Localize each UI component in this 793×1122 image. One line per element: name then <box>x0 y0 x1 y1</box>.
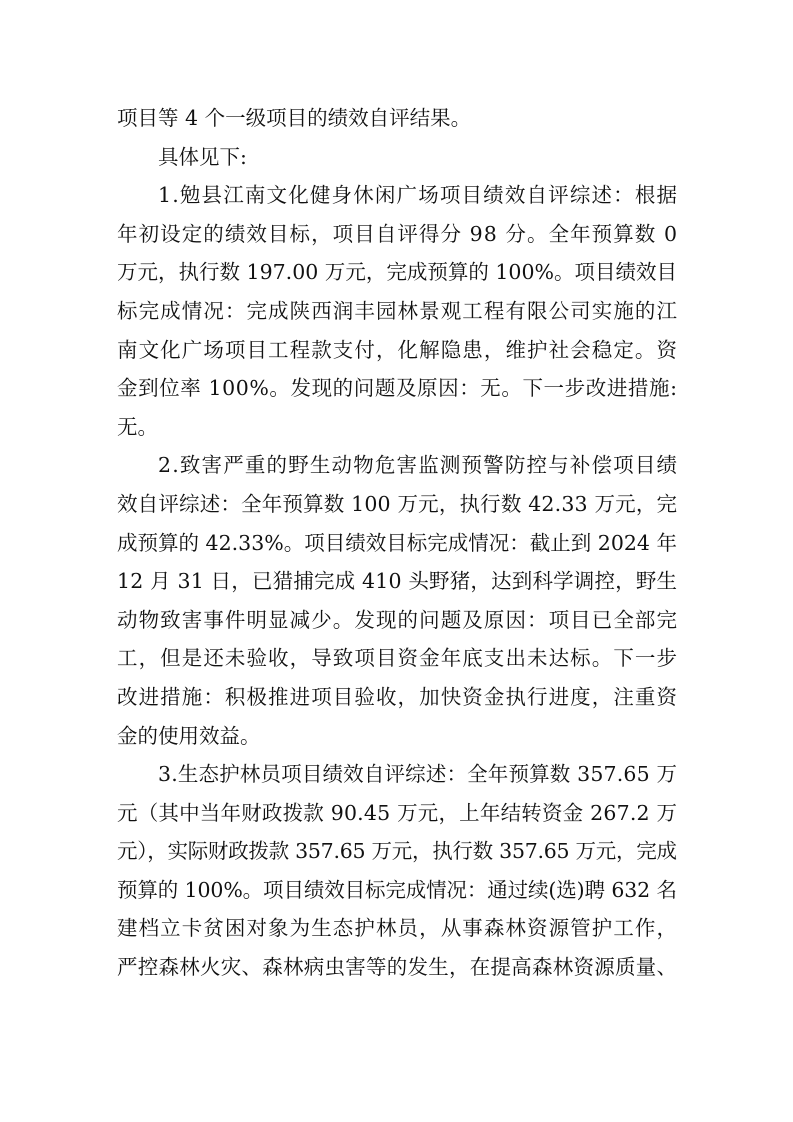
text-line: 成预算的 42.33%。项目绩效目标完成情况：截止到 2024 年 <box>117 530 677 555</box>
text-line: 效自评综述：全年预算数 100 万元，执行数 42.33 万元，完 <box>117 491 678 516</box>
text-line: 预算的 100%。项目绩效目标完成情况：通过续(选)聘 632 名 <box>117 877 677 902</box>
text-line: 3.生态护林员项目绩效自评综述：全年预算数 357.65 万 <box>158 762 678 787</box>
text-line: 2.致害严重的野生动物危害监测预警防控与补偿项目绩 <box>158 453 679 478</box>
text-line: 金到位率 100%。发现的问题及原因：无。下一步改进措施: <box>117 376 678 401</box>
text-line: 标完成情况：完成陕西润丰园林景观工程有限公司实施的江 <box>117 298 679 323</box>
text-line: 年初设定的绩效目标，项目自评得分 98 分。全年预算数 0 <box>117 221 679 246</box>
text-line: 严控森林火灾、森林病虫害等的发生，在提高森林资源质量、 <box>117 955 678 980</box>
text-line: 具体见下: <box>158 144 247 169</box>
text-line: 金的使用效益。 <box>117 723 261 748</box>
text-line: 工，但是还未验收，导致项目资金年底支出未达标。下一步 <box>117 646 679 671</box>
text-line: 12 月 31 日，已猎捕完成 410 头野猪，达到科学调控，野生 <box>117 569 678 594</box>
text-line: 无。 <box>117 414 158 439</box>
text-line: 改进措施：积极推进项目验收，加快资金执行进度，注重资 <box>117 684 679 709</box>
text-line: 南文化广场项目工程款支付，化解隐患，维护社会稳定。资 <box>117 337 679 362</box>
text-line: 建档立卡贫困对象为生态护林员，从事森林资源管护工作， <box>117 916 679 941</box>
text-line: 元（其中当年财政拨款 90.45 万元，上年结转资金 267.2 万 <box>117 800 678 825</box>
body-text <box>117 99 677 987</box>
text-line: 万元，执行数 197.00 万元，完成预算的 100%。项目绩效目 <box>117 260 677 285</box>
text-line: 项目等 4 个一级项目的绩效自评结果。 <box>117 106 472 130</box>
text-line: 元），实际财政拨款 357.65 万元，执行数 357.65 万元，完成 <box>117 839 677 864</box>
text-line: 1.勉县江南文化健身休闲广场项目绩效自评综述：根据 <box>158 183 679 208</box>
text-line: 动物致害事件明显减少。发现的问题及原因：项目已全部完 <box>117 607 679 632</box>
